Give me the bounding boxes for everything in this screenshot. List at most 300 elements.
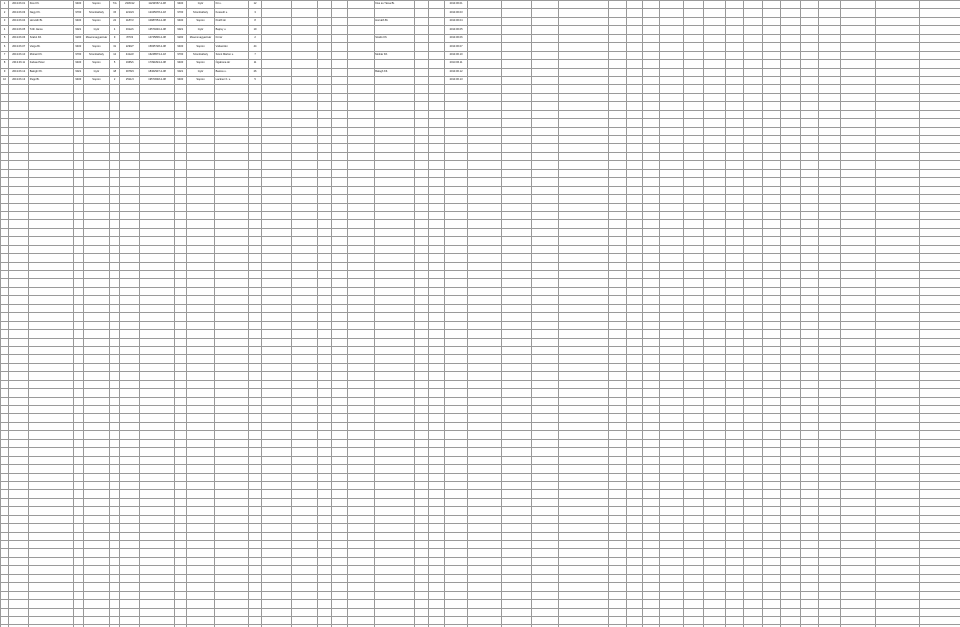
table-cell (374, 583, 414, 591)
table-cell (467, 439, 501, 447)
table-cell (174, 507, 186, 515)
table-cell (120, 600, 140, 608)
table-cell (120, 262, 140, 270)
table-cell (29, 481, 73, 489)
table-cell (532, 439, 558, 447)
table-row (1, 583, 960, 591)
table-cell (801, 524, 819, 532)
table-cell (659, 600, 683, 608)
table-cell (704, 51, 726, 59)
table-cell (875, 220, 919, 228)
table-cell (429, 566, 445, 574)
table-cell (318, 152, 332, 160)
table-row (1, 616, 960, 624)
table-cell (429, 76, 445, 84)
table-cell (429, 549, 445, 557)
table-cell (73, 431, 83, 439)
table-cell (29, 473, 73, 481)
table-cell (174, 144, 186, 152)
table-cell (110, 355, 120, 363)
table-cell (467, 152, 501, 160)
table-cell (643, 195, 659, 203)
table-cell (29, 515, 73, 523)
table-cell (140, 220, 174, 228)
table-cell (29, 456, 73, 464)
table-cell (920, 136, 960, 144)
table-cell (683, 473, 703, 481)
table-cell (780, 296, 800, 304)
table-cell (261, 195, 291, 203)
table-cell (532, 237, 558, 245)
table-cell (780, 397, 800, 405)
table-cell (332, 431, 348, 439)
table-cell (683, 211, 703, 219)
table-cell (215, 422, 249, 430)
table-cell (875, 515, 919, 523)
table-cell (683, 228, 703, 236)
table-cell (140, 144, 174, 152)
table-cell (73, 245, 83, 253)
table-cell (532, 473, 558, 481)
table-cell (841, 17, 875, 25)
table-cell (261, 211, 291, 219)
table-cell (291, 279, 317, 287)
table-cell (780, 195, 800, 203)
table-cell (348, 237, 374, 245)
table-cell (9, 254, 29, 262)
table-cell (643, 254, 659, 262)
table-cell (445, 541, 467, 549)
table-cell (920, 34, 960, 42)
table-cell (174, 313, 186, 321)
table-cell (920, 481, 960, 489)
table-cell (445, 136, 467, 144)
table-cell (502, 481, 532, 489)
table-cell (659, 557, 683, 565)
table-cell (532, 490, 558, 498)
table-cell (704, 43, 726, 51)
table-cell (780, 481, 800, 489)
table-cell (780, 313, 800, 321)
table-cell (502, 169, 532, 177)
table-cell (415, 203, 429, 211)
table-cell (249, 389, 261, 397)
table-cell (659, 532, 683, 540)
table-cell (174, 524, 186, 532)
table-cell (502, 93, 532, 101)
table-cell (683, 68, 703, 76)
table-cell (659, 169, 683, 177)
table-cell (140, 574, 174, 582)
table-cell (744, 161, 762, 169)
table-cell: Horváth Bt. (374, 17, 414, 25)
table-cell (744, 321, 762, 329)
table-row (1, 110, 960, 118)
table-cell (744, 211, 762, 219)
table-cell (215, 406, 249, 414)
table-cell (73, 296, 83, 304)
table-cell (762, 456, 780, 464)
table-cell (726, 228, 744, 236)
table-cell (726, 68, 744, 76)
table-cell (532, 591, 558, 599)
table-cell (627, 110, 643, 118)
table-cell (1, 583, 9, 591)
table-cell (73, 186, 83, 194)
table-cell (73, 338, 83, 346)
table-cell (1, 566, 9, 574)
table-cell: 2 (249, 34, 261, 42)
table-row (1, 338, 960, 346)
table-cell (291, 473, 317, 481)
table-cell: 12 (110, 51, 120, 59)
table-cell (643, 119, 659, 127)
table-cell (801, 363, 819, 371)
table-cell (318, 490, 332, 498)
table-cell (415, 9, 429, 17)
table-cell (415, 465, 429, 473)
table-cell (726, 600, 744, 608)
table-cell (643, 1, 659, 9)
table-cell (841, 566, 875, 574)
table-cell (186, 161, 214, 169)
table-cell (429, 448, 445, 456)
table-cell (318, 422, 332, 430)
table-cell (415, 439, 429, 447)
table-cell (801, 515, 819, 523)
table-cell (659, 237, 683, 245)
table-cell (318, 583, 332, 591)
table-cell (73, 583, 83, 591)
table-cell (875, 119, 919, 127)
table-cell (73, 330, 83, 338)
table-cell (558, 355, 609, 363)
table-row (1, 448, 960, 456)
table-cell (9, 178, 29, 186)
table-cell (318, 431, 332, 439)
table-cell (780, 439, 800, 447)
table-cell (801, 490, 819, 498)
table-cell (744, 608, 762, 616)
table-cell (726, 304, 744, 312)
table-cell (801, 127, 819, 135)
table-cell (726, 524, 744, 532)
table-cell (415, 178, 429, 186)
table-cell (291, 296, 317, 304)
table-cell (502, 600, 532, 608)
table-cell (332, 228, 348, 236)
table-cell (332, 76, 348, 84)
table-cell (374, 152, 414, 160)
table-cell (429, 186, 445, 194)
table-cell (1, 574, 9, 582)
table-cell (467, 397, 501, 405)
table-cell (110, 600, 120, 608)
table-cell (819, 110, 841, 118)
table-cell (120, 389, 140, 397)
table-cell: 7 (249, 51, 261, 59)
table-cell (186, 549, 214, 557)
table-cell (445, 271, 467, 279)
table-cell: 15935728-2-08 (140, 43, 174, 51)
table-cell (83, 262, 109, 270)
table-cell (215, 195, 249, 203)
table-cell (429, 406, 445, 414)
table-cell (704, 431, 726, 439)
table-cell (841, 93, 875, 101)
table-cell (627, 102, 643, 110)
table-cell (445, 127, 467, 135)
table-cell (261, 397, 291, 405)
table-cell (780, 152, 800, 160)
table-cell (683, 616, 703, 624)
table-cell: Mosonmagyaróvár (83, 34, 109, 42)
table-cell (318, 43, 332, 51)
table-cell (744, 287, 762, 295)
table-cell (215, 245, 249, 253)
table-cell (186, 287, 214, 295)
table-cell (374, 524, 414, 532)
table-cell (683, 406, 703, 414)
table-cell (801, 321, 819, 329)
table-cell (502, 431, 532, 439)
table-cell (174, 136, 186, 144)
table-cell (332, 152, 348, 160)
table-cell (215, 110, 249, 118)
table-cell (627, 296, 643, 304)
table-cell (291, 68, 317, 76)
table-cell (467, 549, 501, 557)
table-cell (186, 498, 214, 506)
table-cell (9, 296, 29, 304)
table-cell (609, 102, 627, 110)
table-cell (920, 262, 960, 270)
table-cell (627, 524, 643, 532)
table-cell (120, 473, 140, 481)
table-cell (120, 448, 140, 456)
table-cell: Győr (186, 1, 214, 9)
table-cell (726, 262, 744, 270)
table-cell (659, 549, 683, 557)
table-cell (704, 532, 726, 540)
table-cell (801, 549, 819, 557)
table-cell (659, 254, 683, 262)
table-cell (819, 169, 841, 177)
table-cell (762, 43, 780, 51)
table-cell (374, 245, 414, 253)
table-cell (445, 254, 467, 262)
table-cell (762, 515, 780, 523)
table-cell (332, 608, 348, 616)
table-cell (374, 76, 414, 84)
table-cell (445, 287, 467, 295)
table-cell (819, 397, 841, 405)
table-cell (558, 169, 609, 177)
table-cell (73, 481, 83, 489)
table-cell (215, 271, 249, 279)
table-cell (467, 279, 501, 287)
table-cell (415, 304, 429, 312)
table-cell (291, 448, 317, 456)
table-cell (704, 203, 726, 211)
table-cell (819, 51, 841, 59)
table-cell (332, 321, 348, 329)
table-cell: Sopron (186, 17, 214, 25)
table-cell (120, 136, 140, 144)
table-cell (140, 608, 174, 616)
table-cell (875, 17, 919, 25)
table-cell (744, 346, 762, 354)
table-cell (659, 456, 683, 464)
table-cell (762, 481, 780, 489)
table-cell (467, 616, 501, 624)
table-cell (780, 549, 800, 557)
table-cell (762, 439, 780, 447)
table-cell (558, 481, 609, 489)
table-cell (415, 422, 429, 430)
table-cell (875, 254, 919, 262)
table-cell (9, 237, 29, 245)
table-cell (29, 414, 73, 422)
table-cell (920, 1, 960, 9)
table-cell (29, 541, 73, 549)
table-cell (780, 245, 800, 253)
table-cell (73, 93, 83, 101)
table-cell (110, 431, 120, 439)
table-cell (643, 422, 659, 430)
table-cell (683, 600, 703, 608)
table-cell (215, 355, 249, 363)
table-cell (261, 68, 291, 76)
table-cell (415, 591, 429, 599)
table-cell (819, 262, 841, 270)
table-cell (73, 490, 83, 498)
table-cell (801, 1, 819, 9)
table-cell (744, 507, 762, 515)
table-cell (120, 583, 140, 591)
table-cell (348, 195, 374, 203)
table-cell (374, 406, 414, 414)
table-cell (415, 110, 429, 118)
table-cell (120, 152, 140, 160)
table-cell (683, 169, 703, 177)
table-cell (683, 372, 703, 380)
table-cell (609, 279, 627, 287)
table-cell (1, 591, 9, 599)
table-cell (609, 448, 627, 456)
table-cell (348, 389, 374, 397)
table-cell (726, 178, 744, 186)
table-cell (609, 422, 627, 430)
table-cell (261, 541, 291, 549)
table-cell (215, 119, 249, 127)
table-cell (532, 93, 558, 101)
table-cell (841, 422, 875, 430)
table-cell (429, 541, 445, 549)
table-cell (445, 338, 467, 346)
table-cell (659, 68, 683, 76)
table-cell (445, 279, 467, 287)
table-cell (174, 237, 186, 245)
table-cell (140, 583, 174, 591)
table-cell (659, 465, 683, 473)
table-cell (780, 380, 800, 388)
table-cell (683, 608, 703, 616)
table-cell (445, 110, 467, 118)
table-cell (558, 203, 609, 211)
table-cell (467, 465, 501, 473)
table-cell (780, 287, 800, 295)
table-cell (627, 76, 643, 84)
table-cell: 9021 (73, 68, 83, 76)
table-cell (215, 465, 249, 473)
table-cell (140, 304, 174, 312)
table-cell (467, 532, 501, 540)
table-cell (445, 195, 467, 203)
table-cell (348, 473, 374, 481)
table-cell (415, 228, 429, 236)
table-cell (174, 203, 186, 211)
table-cell (558, 76, 609, 84)
table-cell (819, 211, 841, 219)
table-cell (502, 186, 532, 194)
table-cell (1, 490, 9, 498)
table-cell (1, 262, 9, 270)
table-cell (1, 439, 9, 447)
table-cell (780, 279, 800, 287)
table-cell (744, 220, 762, 228)
table-cell (532, 355, 558, 363)
table-cell (261, 557, 291, 565)
table-cell (627, 119, 643, 127)
table-cell (9, 152, 29, 160)
table-cell (332, 85, 348, 93)
table-cell (920, 254, 960, 262)
table-cell (215, 507, 249, 515)
table-cell (374, 26, 414, 34)
table-cell: 9700 (73, 51, 83, 59)
table-cell (558, 338, 609, 346)
table-cell (744, 245, 762, 253)
table-cell (83, 211, 109, 219)
table-cell (801, 178, 819, 186)
table-cell (841, 279, 875, 287)
table-cell (261, 608, 291, 616)
table-cell (374, 228, 414, 236)
table-cell (140, 195, 174, 203)
table-cell (332, 271, 348, 279)
table-cell (920, 85, 960, 93)
table-cell (140, 152, 174, 160)
table-cell (348, 17, 374, 25)
table-cell (140, 591, 174, 599)
table-cell (318, 363, 332, 371)
table-cell (726, 186, 744, 194)
table-cell (215, 152, 249, 160)
table-cell (801, 26, 819, 34)
table-cell (920, 389, 960, 397)
table-cell (801, 616, 819, 624)
table-cell (73, 152, 83, 160)
table-cell (374, 161, 414, 169)
table-cell (704, 245, 726, 253)
table-cell: Balogh Kft. (374, 68, 414, 76)
table-cell (801, 600, 819, 608)
table-cell (140, 186, 174, 194)
table-cell: 9400 (174, 76, 186, 84)
table-cell (318, 17, 332, 25)
table-cell (920, 600, 960, 608)
